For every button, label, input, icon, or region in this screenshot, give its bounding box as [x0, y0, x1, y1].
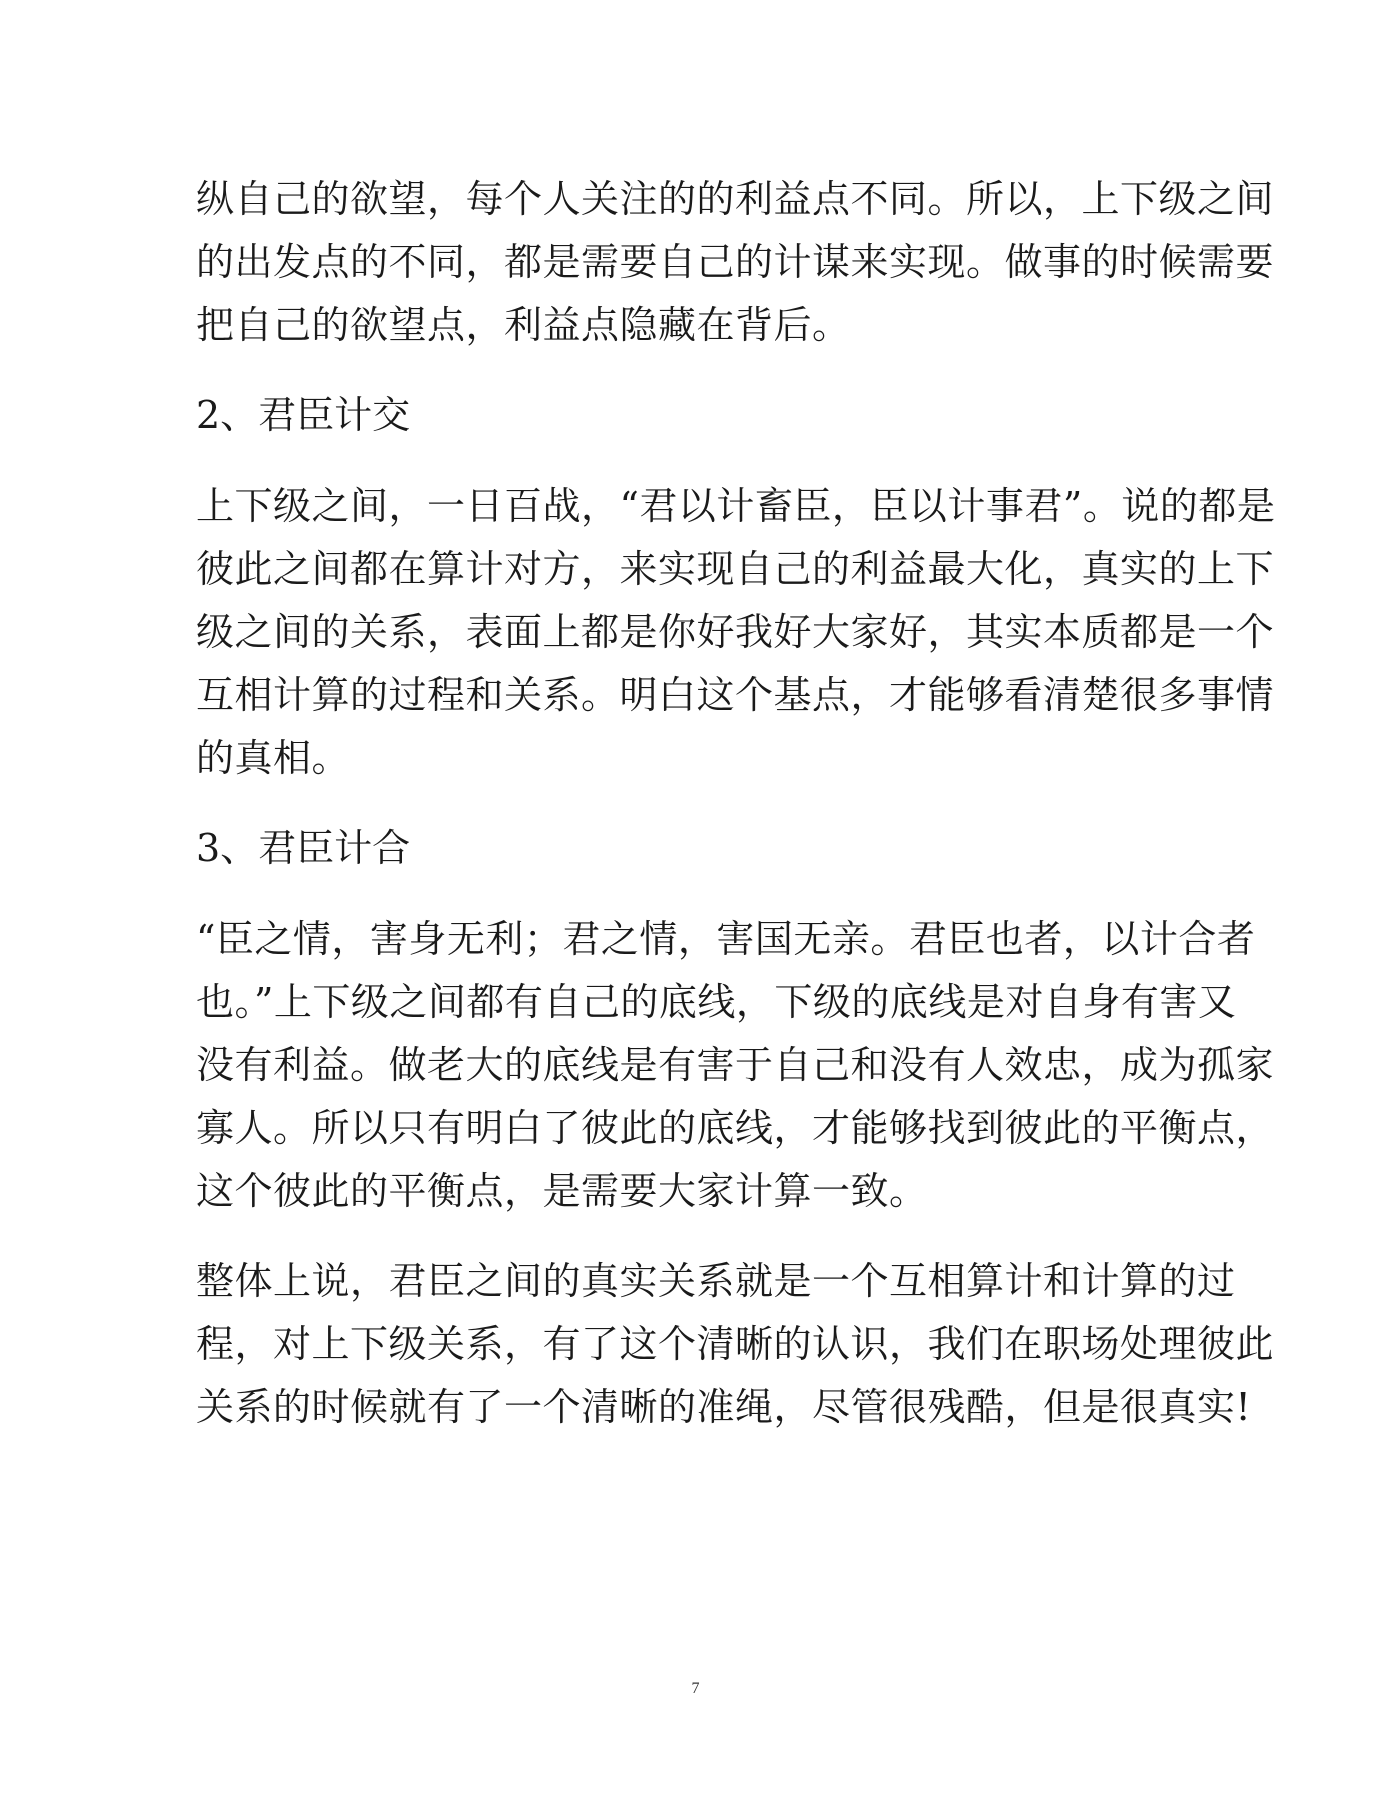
paragraph-line: 纵自己的欲望，每个人关注的的利益点不同。所以，上下级之间 [196, 177, 1275, 221]
paragraph-line: 寡人。所以只有明白了彼此的底线，才能够找到彼此的平衡点， [196, 1106, 1275, 1150]
paragraph-line: 整体上说，君臣之间的真实关系就是一个互相算计和计算的过 [196, 1259, 1236, 1303]
paragraph-3 [196, 908, 1275, 1223]
section-heading-3 [196, 817, 1196, 880]
paragraph-4 [196, 1250, 1275, 1439]
paragraph-line: 的出发点的不同，都是需要自己的计谋来实现。做事的时候需要 [196, 240, 1275, 284]
paragraph-line: 程，对上下级关系，有了这个清晰的认识，我们在职场处理彼此 [196, 1322, 1275, 1366]
paragraph-line: 这个彼此的平衡点，是需要大家计算一致。 [196, 1169, 928, 1213]
paragraph-line: 没有利益。做老大的底线是有害于自己和没有人效忠，成为孤家 [196, 1043, 1275, 1087]
paragraph-line: 彼此之间都在算计对方，来实现自己的利益最大化，真实的上下 [196, 547, 1275, 591]
section-heading: 2、君臣计交 [196, 393, 411, 437]
paragraph-line: 上下级之间，一日百战，“君以计畜臣，臣以计事君”。说的都是 [196, 484, 1276, 528]
paragraph-line: 把自己的欲望点，利益点隐藏在背后。 [196, 303, 851, 347]
paragraph-line: 关系的时候就有了一个清晰的准绳，尽管很残酷，但是很真实! [196, 1385, 1252, 1429]
paragraph-2 [196, 475, 1276, 790]
paragraph-line: 级之间的关系，表面上都是你好我好大家好，其实本质都是一个 [196, 610, 1275, 654]
section-heading-2 [196, 384, 1196, 447]
paragraph-line: 的真相。 [196, 736, 351, 780]
paragraph-1 [196, 168, 1275, 357]
paragraph-line: 也。”上下级之间都有自己的底线，下级的底线是对自身有害又 [196, 980, 1237, 1024]
page-number: 7 [691, 1680, 700, 1697]
paragraph-line: 互相计算的过程和关系。明白这个基点，才能够看清楚很多事情 [196, 673, 1275, 717]
paragraph-line: “臣之情，害身无利；君之情，害国无亲。君臣也者，以计合者 [196, 917, 1256, 961]
section-heading: 3、君臣计合 [196, 826, 411, 870]
